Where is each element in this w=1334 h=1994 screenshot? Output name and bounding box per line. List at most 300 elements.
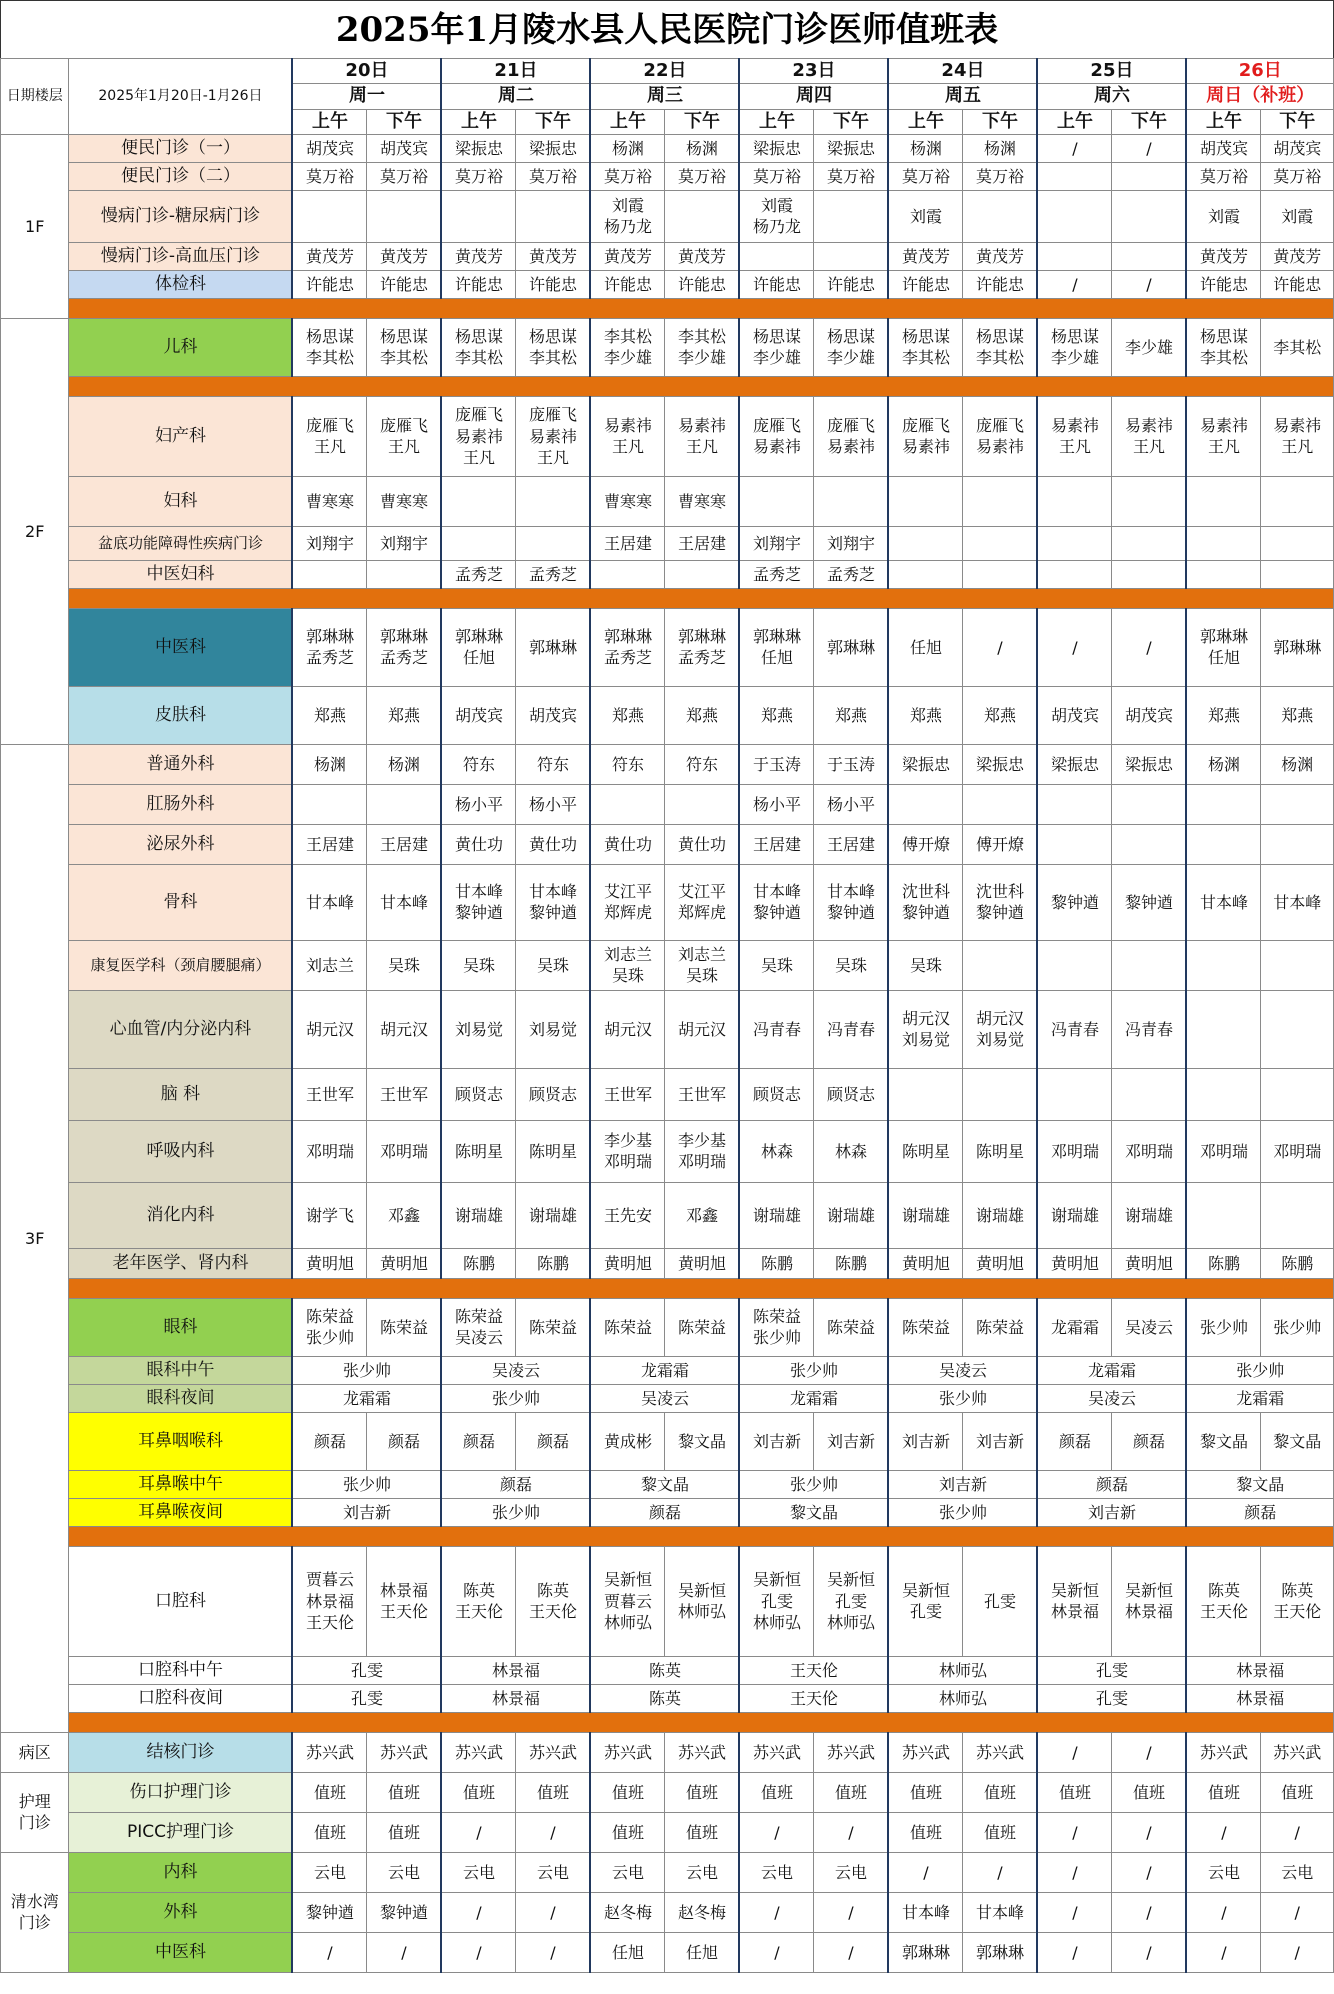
schedule-row	[1, 134, 1334, 162]
duty-cell	[888, 1068, 963, 1120]
duty-cell: /	[1186, 1932, 1261, 1972]
schedule-row	[1, 162, 1334, 190]
duty-cell: 陈明星	[441, 1120, 516, 1182]
duty-cell: /	[814, 1812, 889, 1852]
duty-cell: 颜磊	[441, 1412, 516, 1470]
duty-cell: 张少帅	[292, 1356, 441, 1384]
duty-cell: 值班	[292, 1812, 367, 1852]
duty-cell: 值班	[367, 1812, 442, 1852]
am-label: 上午	[441, 109, 516, 134]
duty-cell	[292, 784, 367, 824]
duty-cell: 龙霜霜	[590, 1356, 739, 1384]
divider-bar	[69, 588, 1334, 608]
duty-cell: /	[1112, 134, 1187, 162]
duty-cell	[441, 526, 516, 560]
duty-cell: 云电	[665, 1852, 740, 1892]
duty-cell	[1037, 784, 1112, 824]
duty-cell	[1186, 784, 1261, 824]
duty-cell: 杨渊	[1261, 744, 1334, 784]
duty-cell: 黄明旭	[963, 1248, 1038, 1278]
duty-cell: 刘易觉	[441, 990, 516, 1068]
department-name: 慢病门诊-高血压门诊	[69, 242, 293, 270]
duty-cell	[739, 242, 814, 270]
duty-cell	[1261, 824, 1334, 864]
duty-cell	[963, 1068, 1038, 1120]
duty-cell: 杨思谋 李其松	[516, 318, 591, 376]
duty-cell: 值班	[516, 1772, 591, 1812]
department-name: 眼科	[69, 1298, 293, 1356]
duty-cell: 贾暮云 林景福 王天伦	[292, 1546, 367, 1656]
day-date: 23日	[739, 59, 888, 84]
duty-cell	[1186, 940, 1261, 990]
duty-cell: 曹寒寒	[292, 476, 367, 526]
duty-cell: 谢瑞雄	[963, 1182, 1038, 1248]
duty-cell: 陈明星	[963, 1120, 1038, 1182]
duty-cell: 陈荣益	[814, 1298, 889, 1356]
duty-cell: 庞雁飞 王凡	[367, 396, 442, 476]
am-label: 上午	[590, 109, 665, 134]
duty-cell: 值班	[963, 1812, 1038, 1852]
duty-cell: 黄茂芳	[367, 242, 442, 270]
section-divider	[1, 1712, 1334, 1732]
duty-cell: 胡茂宾	[516, 686, 591, 744]
duty-cell: 易素祎 王凡	[590, 396, 665, 476]
schedule-row	[1, 824, 1334, 864]
duty-cell: 吴珠	[888, 940, 963, 990]
duty-cell: 郑燕	[367, 686, 442, 744]
duty-cell: 郑燕	[1186, 686, 1261, 744]
duty-cell: 刘吉新	[739, 1412, 814, 1470]
duty-cell	[1037, 190, 1112, 242]
duty-cell	[292, 190, 367, 242]
duty-cell: 苏兴武	[1261, 1732, 1334, 1772]
duty-cell: /	[1112, 1732, 1187, 1772]
duty-cell	[1112, 162, 1187, 190]
schedule-row	[1, 1684, 1334, 1712]
duty-cell: 邓明瑞	[1037, 1120, 1112, 1182]
duty-cell: 谢瑞雄	[814, 1182, 889, 1248]
duty-cell: 孟秀芝	[516, 560, 591, 588]
duty-cell: 陈鹏	[1261, 1248, 1334, 1278]
day-weekday: 周三	[590, 84, 739, 109]
duty-cell: 杨渊	[292, 744, 367, 784]
duty-cell: 陈英 王天伦	[1261, 1546, 1334, 1656]
department-name: 结核门诊	[69, 1732, 293, 1772]
duty-cell: 杨思谋 李其松	[367, 318, 442, 376]
duty-cell: 苏兴武	[665, 1732, 740, 1772]
duty-cell: 值班	[441, 1772, 516, 1812]
duty-cell: 杨思谋 李少雄	[814, 318, 889, 376]
duty-cell: 黎文晶	[665, 1412, 740, 1470]
duty-cell: 郭琳琳 孟秀芝	[590, 608, 665, 686]
duty-cell: 值班	[665, 1772, 740, 1812]
duty-cell: 许能忠	[814, 270, 889, 298]
duty-cell: 龙霜霜	[1037, 1356, 1186, 1384]
duty-cell: 陈荣益	[516, 1298, 591, 1356]
duty-cell: 黄仕功	[441, 824, 516, 864]
schedule-row	[1, 560, 1334, 588]
duty-cell	[516, 526, 591, 560]
duty-cell: 黄茂芳	[1186, 242, 1261, 270]
duty-cell	[441, 190, 516, 242]
duty-cell: 任旭	[888, 608, 963, 686]
duty-cell	[888, 526, 963, 560]
department-name: 伤口护理门诊	[69, 1772, 293, 1812]
duty-cell: 王天伦	[739, 1684, 888, 1712]
department-name: 口腔科	[69, 1546, 293, 1656]
schedule-row	[1, 396, 1334, 476]
schedule-row	[1, 190, 1334, 242]
duty-cell: 颜磊	[516, 1412, 591, 1470]
duty-cell: /	[1112, 1812, 1187, 1852]
duty-cell	[1186, 1182, 1261, 1248]
section-divider	[1, 298, 1334, 318]
divider-bar	[69, 1526, 1334, 1546]
duty-cell	[665, 190, 740, 242]
duty-cell: 赵冬梅	[590, 1892, 665, 1932]
department-name: 眼科夜间	[69, 1384, 293, 1412]
duty-cell: 孟秀芝	[739, 560, 814, 588]
schedule-row	[1, 318, 1334, 376]
header-date-row	[1, 59, 1334, 84]
department-name: PICC护理门诊	[69, 1812, 293, 1852]
duty-cell: 莫万裕	[516, 162, 591, 190]
duty-cell: /	[1186, 1892, 1261, 1932]
department-name: 脑 科	[69, 1068, 293, 1120]
duty-cell: 黄茂芳	[888, 242, 963, 270]
duty-cell: 吴凌云	[1037, 1384, 1186, 1412]
duty-cell: /	[1112, 270, 1187, 298]
duty-cell: 甘本峰	[292, 864, 367, 940]
duty-cell: 谢瑞雄	[516, 1182, 591, 1248]
duty-cell	[814, 242, 889, 270]
duty-cell: 胡元汉	[292, 990, 367, 1068]
duty-cell: 黄茂芳	[516, 242, 591, 270]
duty-cell: 杨思谋 李其松	[441, 318, 516, 376]
duty-cell: 张少帅	[441, 1498, 590, 1526]
duty-cell: 黄仕功	[590, 824, 665, 864]
duty-cell	[665, 784, 740, 824]
floor-label: 2F	[1, 318, 69, 744]
duty-cell: 孔雯	[1037, 1684, 1186, 1712]
duty-cell	[1037, 242, 1112, 270]
duty-cell: 郭琳琳 任旭	[739, 608, 814, 686]
duty-cell: 张少帅	[888, 1498, 1037, 1526]
duty-cell: 王居建	[814, 824, 889, 864]
duty-cell: 张少帅	[1261, 1298, 1334, 1356]
duty-cell: 莫万裕	[814, 162, 889, 190]
am-label: 上午	[888, 109, 963, 134]
duty-cell: 庞雁飞 易素祎	[888, 396, 963, 476]
department-name: 妇科	[69, 476, 293, 526]
duty-cell: 庞雁飞 易素祎 王凡	[441, 396, 516, 476]
duty-cell: 谢瑞雄	[739, 1182, 814, 1248]
duty-cell: 曹寒寒	[367, 476, 442, 526]
duty-cell: 孔雯	[963, 1546, 1038, 1656]
duty-cell: 云电	[441, 1852, 516, 1892]
duty-cell: 刘霞	[1186, 190, 1261, 242]
schedule-row	[1, 608, 1334, 686]
duty-cell: 陈荣益	[665, 1298, 740, 1356]
duty-cell: 值班	[1186, 1772, 1261, 1812]
duty-cell: 吴新恒 林师弘	[665, 1546, 740, 1656]
duty-cell: 吴珠	[516, 940, 591, 990]
duty-cell: /	[1112, 1932, 1187, 1972]
duty-cell: 梁振忠	[1037, 744, 1112, 784]
duty-cell: 值班	[590, 1772, 665, 1812]
department-name: 耳鼻喉夜间	[69, 1498, 293, 1526]
duty-cell: 冯青春	[1112, 990, 1187, 1068]
duty-cell: 杨渊	[963, 134, 1038, 162]
duty-cell: 苏兴武	[814, 1732, 889, 1772]
duty-cell: 王居建	[665, 526, 740, 560]
duty-cell: 吴新恒 林景福	[1037, 1546, 1112, 1656]
day-date: 22日	[590, 59, 739, 84]
duty-cell: 吴新恒 孔雯	[888, 1546, 963, 1656]
duty-cell: 孔雯	[292, 1684, 441, 1712]
duty-cell: 陈英 王天伦	[441, 1546, 516, 1656]
duty-cell: 庞雁飞 易素祎	[963, 396, 1038, 476]
date-range: 2025年1月20日-1月26日	[69, 59, 293, 135]
duty-cell: 值班	[665, 1812, 740, 1852]
duty-cell: 郭琳琳 孟秀芝	[367, 608, 442, 686]
schedule-row	[1, 1546, 1334, 1656]
duty-cell: 曹寒寒	[665, 476, 740, 526]
duty-cell: 郭琳琳	[516, 608, 591, 686]
section-divider	[1, 588, 1334, 608]
duty-cell	[1261, 990, 1334, 1068]
duty-cell: 刘翔宇	[367, 526, 442, 560]
duty-cell: 云电	[814, 1852, 889, 1892]
duty-cell: 谢瑞雄	[441, 1182, 516, 1248]
duty-cell: 苏兴武	[367, 1732, 442, 1772]
duty-cell	[665, 560, 740, 588]
duty-cell: 苏兴武	[1186, 1732, 1261, 1772]
duty-cell: /	[963, 1852, 1038, 1892]
duty-cell: 胡茂宾	[1037, 686, 1112, 744]
duty-cell	[590, 560, 665, 588]
department-name: 康复医学科（颈肩腰腿痛）	[69, 940, 293, 990]
duty-cell: 林师弘	[888, 1656, 1037, 1684]
duty-cell: 龙霜霜	[292, 1384, 441, 1412]
duty-cell: 林景福	[1186, 1656, 1333, 1684]
duty-cell: 刘翔宇	[739, 526, 814, 560]
duty-cell: 符东	[665, 744, 740, 784]
duty-cell: 吴珠	[814, 940, 889, 990]
duty-cell: 云电	[292, 1852, 367, 1892]
duty-cell: 陈英 王天伦	[1186, 1546, 1261, 1656]
duty-cell: 甘本峰 黎钟遒	[516, 864, 591, 940]
duty-cell: 易素祎 王凡	[1112, 396, 1187, 476]
duty-cell	[367, 560, 442, 588]
duty-cell: /	[888, 1852, 963, 1892]
divider-bar	[69, 1712, 1334, 1732]
duty-cell: 黎钟遒	[1112, 864, 1187, 940]
duty-cell: 黎文晶	[1186, 1470, 1333, 1498]
duty-cell: 邓鑫	[665, 1182, 740, 1248]
duty-cell: 刘志兰 吴珠	[665, 940, 740, 990]
duty-cell: 许能忠	[367, 270, 442, 298]
duty-cell	[1186, 990, 1261, 1068]
duty-cell	[1112, 526, 1187, 560]
duty-cell	[963, 526, 1038, 560]
duty-cell: 值班	[888, 1812, 963, 1852]
department-name: 肛肠外科	[69, 784, 293, 824]
duty-cell: 龙霜霜	[739, 1384, 888, 1412]
schedule-row	[1, 1298, 1334, 1356]
duty-cell: 杨小平	[739, 784, 814, 824]
schedule-row	[1, 1182, 1334, 1248]
day-date: 24日	[888, 59, 1037, 84]
duty-cell: 苏兴武	[739, 1732, 814, 1772]
duty-cell: 吴珠	[739, 940, 814, 990]
duty-cell: 李少雄	[1112, 318, 1187, 376]
duty-cell: 邓鑫	[367, 1182, 442, 1248]
duty-cell: 黄明旭	[665, 1248, 740, 1278]
duty-cell	[1186, 526, 1261, 560]
schedule-row	[1, 526, 1334, 560]
duty-cell: 甘本峰	[963, 1892, 1038, 1932]
duty-cell: 黄茂芳	[1261, 242, 1334, 270]
duty-cell: 于玉涛	[739, 744, 814, 784]
duty-cell: 吴新恒 林景福	[1112, 1546, 1187, 1656]
duty-cell: 王世军	[590, 1068, 665, 1120]
duty-cell: 郭琳琳 孟秀芝	[665, 608, 740, 686]
duty-cell: 值班	[888, 1772, 963, 1812]
duty-cell: 杨渊	[888, 134, 963, 162]
department-name: 外科	[69, 1892, 293, 1932]
duty-cell: 刘霞 杨乃龙	[590, 190, 665, 242]
corner-label: 日期楼层	[1, 59, 69, 135]
duty-cell: 陈英 王天伦	[516, 1546, 591, 1656]
duty-cell: 邓明瑞	[1261, 1120, 1334, 1182]
duty-cell: 胡茂宾	[367, 134, 442, 162]
duty-cell: 郭琳琳 任旭	[441, 608, 516, 686]
schedule-row	[1, 242, 1334, 270]
schedule-row	[1, 1772, 1334, 1812]
duty-cell	[1112, 560, 1187, 588]
duty-cell: 苏兴武	[516, 1732, 591, 1772]
duty-cell: 邓明瑞	[367, 1120, 442, 1182]
duty-cell: 杨思谋 李少雄	[1037, 318, 1112, 376]
duty-cell: 沈世科 黎钟遒	[963, 864, 1038, 940]
duty-cell: 颜磊	[1186, 1498, 1333, 1526]
pm-label: 下午	[1112, 109, 1187, 134]
duty-cell: 莫万裕	[888, 162, 963, 190]
duty-cell: 庞雁飞 易素祎	[814, 396, 889, 476]
duty-cell: 黎文晶	[1186, 1412, 1261, 1470]
department-name: 眼科中午	[69, 1356, 293, 1384]
duty-cell: 梁振忠	[888, 744, 963, 784]
duty-cell: 刘吉新	[1037, 1498, 1186, 1526]
day-weekday: 周二	[441, 84, 590, 109]
duty-cell: 苏兴武	[590, 1732, 665, 1772]
duty-cell	[1186, 1068, 1261, 1120]
duty-cell	[516, 190, 591, 242]
duty-cell: 郑燕	[1261, 686, 1334, 744]
duty-cell: 刘志兰 吴珠	[590, 940, 665, 990]
duty-cell: 吴凌云	[590, 1384, 739, 1412]
duty-cell	[1112, 824, 1187, 864]
duty-cell: 陈鹏	[441, 1248, 516, 1278]
schedule-row	[1, 990, 1334, 1068]
pm-label: 下午	[963, 109, 1038, 134]
duty-cell	[1037, 560, 1112, 588]
duty-cell: 许能忠	[739, 270, 814, 298]
duty-cell: 李少基 邓明瑞	[590, 1120, 665, 1182]
duty-cell: 许能忠	[590, 270, 665, 298]
duty-cell: 陈荣益 吴凌云	[441, 1298, 516, 1356]
schedule-row	[1, 1892, 1334, 1932]
duty-cell	[367, 190, 442, 242]
duty-cell: 刘翔宇	[814, 526, 889, 560]
day-weekday: 周四	[739, 84, 888, 109]
duty-cell: 值班	[590, 1812, 665, 1852]
duty-cell: 王世军	[665, 1068, 740, 1120]
day-weekday: 周五	[888, 84, 1037, 109]
schedule-row	[1, 686, 1334, 744]
duty-cell: /	[516, 1932, 591, 1972]
duty-cell: 许能忠	[1186, 270, 1261, 298]
duty-cell: 易素祎 王凡	[1037, 396, 1112, 476]
duty-cell: 黄明旭	[590, 1248, 665, 1278]
duty-cell	[888, 476, 963, 526]
day-date: 20日	[292, 59, 441, 84]
duty-cell: 杨渊	[665, 134, 740, 162]
duty-cell: /	[1037, 1932, 1112, 1972]
duty-cell: /	[1037, 608, 1112, 686]
duty-cell: 梁振忠	[814, 134, 889, 162]
duty-cell: 龙霜霜	[1186, 1384, 1333, 1412]
duty-cell: 张少帅	[739, 1356, 888, 1384]
duty-cell	[1037, 940, 1112, 990]
schedule-row	[1, 1812, 1334, 1852]
duty-cell: 郭琳琳	[888, 1932, 963, 1972]
section-divider	[1, 1278, 1334, 1298]
duty-cell: 胡元汉	[367, 990, 442, 1068]
duty-cell	[1112, 476, 1187, 526]
duty-cell: 黎文晶	[1261, 1412, 1334, 1470]
duty-cell: 黄成彬	[590, 1412, 665, 1470]
duty-cell: 莫万裕	[665, 162, 740, 190]
schedule-row	[1, 940, 1334, 990]
duty-cell: 许能忠	[963, 270, 1038, 298]
duty-cell: 林森	[739, 1120, 814, 1182]
duty-cell: 黎钟遒	[367, 1892, 442, 1932]
department-name: 普通外科	[69, 744, 293, 784]
duty-cell: 云电	[739, 1852, 814, 1892]
duty-cell: 刘吉新	[292, 1498, 441, 1526]
duty-cell: 冯青春	[739, 990, 814, 1068]
duty-cell: 云电	[516, 1852, 591, 1892]
duty-cell: 刘易觉	[516, 990, 591, 1068]
duty-cell: 冯青春	[1037, 990, 1112, 1068]
duty-cell: 谢瑞雄	[1037, 1182, 1112, 1248]
duty-cell	[963, 476, 1038, 526]
duty-cell: 莫万裕	[963, 162, 1038, 190]
duty-cell	[1112, 940, 1187, 990]
duty-cell: 许能忠	[665, 270, 740, 298]
page-title: 2025年1月陵水县人民医院门诊医师值班表	[0, 0, 1334, 58]
duty-cell: 颜磊	[1037, 1470, 1186, 1498]
duty-cell: 云电	[590, 1852, 665, 1892]
duty-cell: 陈明星	[888, 1120, 963, 1182]
duty-cell	[888, 784, 963, 824]
schedule-row	[1, 476, 1334, 526]
duty-cell: 吴珠	[441, 940, 516, 990]
duty-cell: 谢学飞	[292, 1182, 367, 1248]
duty-cell: 邓明瑞	[292, 1120, 367, 1182]
